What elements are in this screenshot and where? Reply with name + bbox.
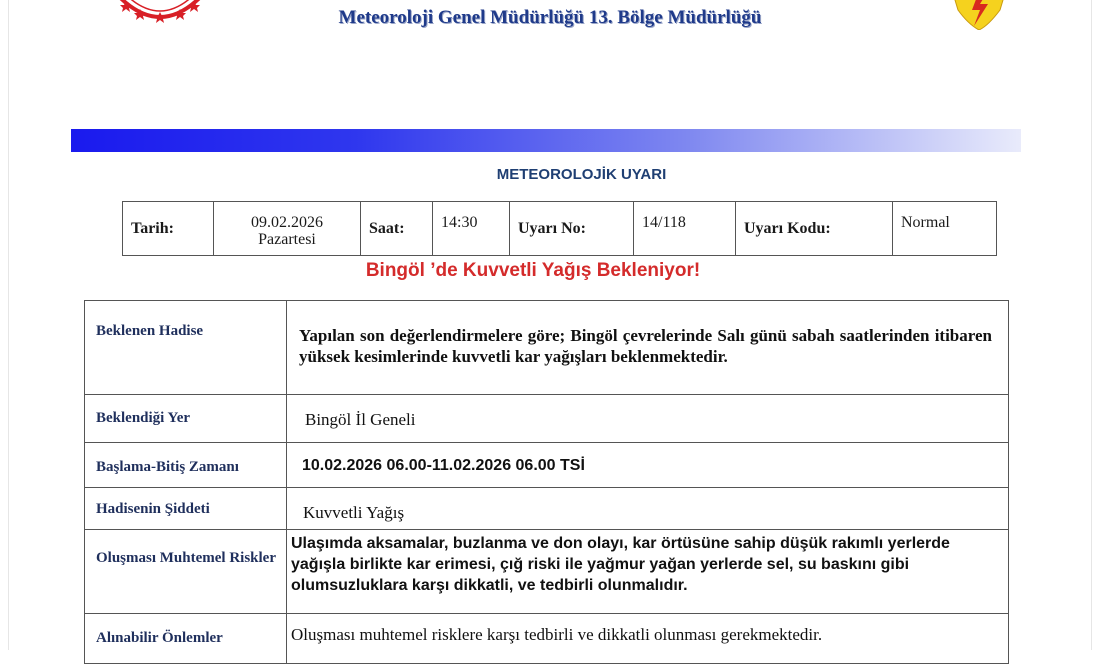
time-value: 14:30 bbox=[433, 202, 510, 256]
table-row bbox=[85, 395, 1009, 443]
info-table bbox=[122, 201, 997, 256]
possible-measures-text: Oluşması muhtemel risklere karşı tedbirli ve dikkatli olunması gerekmektedir. bbox=[291, 625, 823, 644]
table-row bbox=[85, 443, 1009, 488]
warning-code-label: Uyarı Kodu: bbox=[736, 202, 893, 256]
expected-location-label: Beklendiği Yer bbox=[85, 395, 287, 443]
date-value bbox=[214, 202, 361, 256]
table-row bbox=[85, 488, 1009, 530]
date-label: Tarih: bbox=[123, 202, 214, 256]
start-end-time-cell bbox=[287, 443, 1009, 488]
warning-details-table bbox=[84, 300, 1009, 664]
event-severity-text: Kuvvetli Yağış bbox=[303, 503, 405, 522]
expected-event-text: Yapılan son değerlendirmelere göre; Bingöl çevrelerinde Salı günü sabah saatlerinden itibaren yüksek kesimlerinde kuvvetli kar yağışları beklenmektedir. bbox=[299, 326, 992, 366]
possible-risks-label: Oluşması Muhtemel Riskler bbox=[85, 530, 287, 614]
date-text: 09.02.2026 bbox=[251, 214, 323, 231]
warning-no-value: 14/118 bbox=[634, 202, 736, 256]
possible-risks-cell bbox=[287, 530, 1009, 614]
event-severity-cell bbox=[287, 488, 1009, 530]
possible-risks-text: Ulaşımda aksamalar, buzlanma ve don olayı, kar örtüsüne sahip düşük rakımlı yerlerde yağışla birlikte kar erimesi, çığ riski ile yağmur yağan yerlerde sel, su baskını gibi olumsuzluklara karşı dikkatli, ve tedbirli olunmalıdır. bbox=[291, 535, 950, 594]
expected-location-cell bbox=[287, 395, 1009, 443]
start-end-time-text: 10.02.2026 06.00-11.02.2026 06.00 TSİ bbox=[302, 457, 585, 474]
header-blue-bar bbox=[71, 129, 1021, 152]
table-row bbox=[85, 530, 1009, 614]
expected-event-cell bbox=[287, 301, 1009, 395]
table-row bbox=[85, 614, 1009, 664]
warning-no-label: Uyarı No: bbox=[510, 202, 634, 256]
event-severity-label: Hadisenin Şiddeti bbox=[85, 488, 287, 530]
expected-location-text: Bingöl İl Geneli bbox=[305, 410, 416, 429]
start-end-time-label: Başlama-Bitiş Zamanı bbox=[85, 443, 287, 488]
document-title: METEOROLOJİK UYARI bbox=[496, 166, 667, 183]
day-text: Pazartesi bbox=[258, 231, 316, 248]
meteorology-emblem-logo bbox=[948, 0, 1010, 30]
table-row bbox=[85, 301, 1009, 395]
warning-headline: Bingöl ’de Kuvvetli Yağış Bekleniyor! bbox=[365, 260, 701, 281]
possible-measures-cell bbox=[287, 614, 1009, 664]
possible-measures-label: Alınabilir Önlemler bbox=[85, 614, 287, 664]
header-title: Meteoroloji Genel Müdürlüğü 13. Bölge Müdürlüğü bbox=[338, 7, 762, 28]
warning-code-value: Normal bbox=[893, 202, 997, 256]
expected-event-label: Beklenen Hadise bbox=[85, 301, 287, 395]
time-label: Saat: bbox=[361, 202, 433, 256]
